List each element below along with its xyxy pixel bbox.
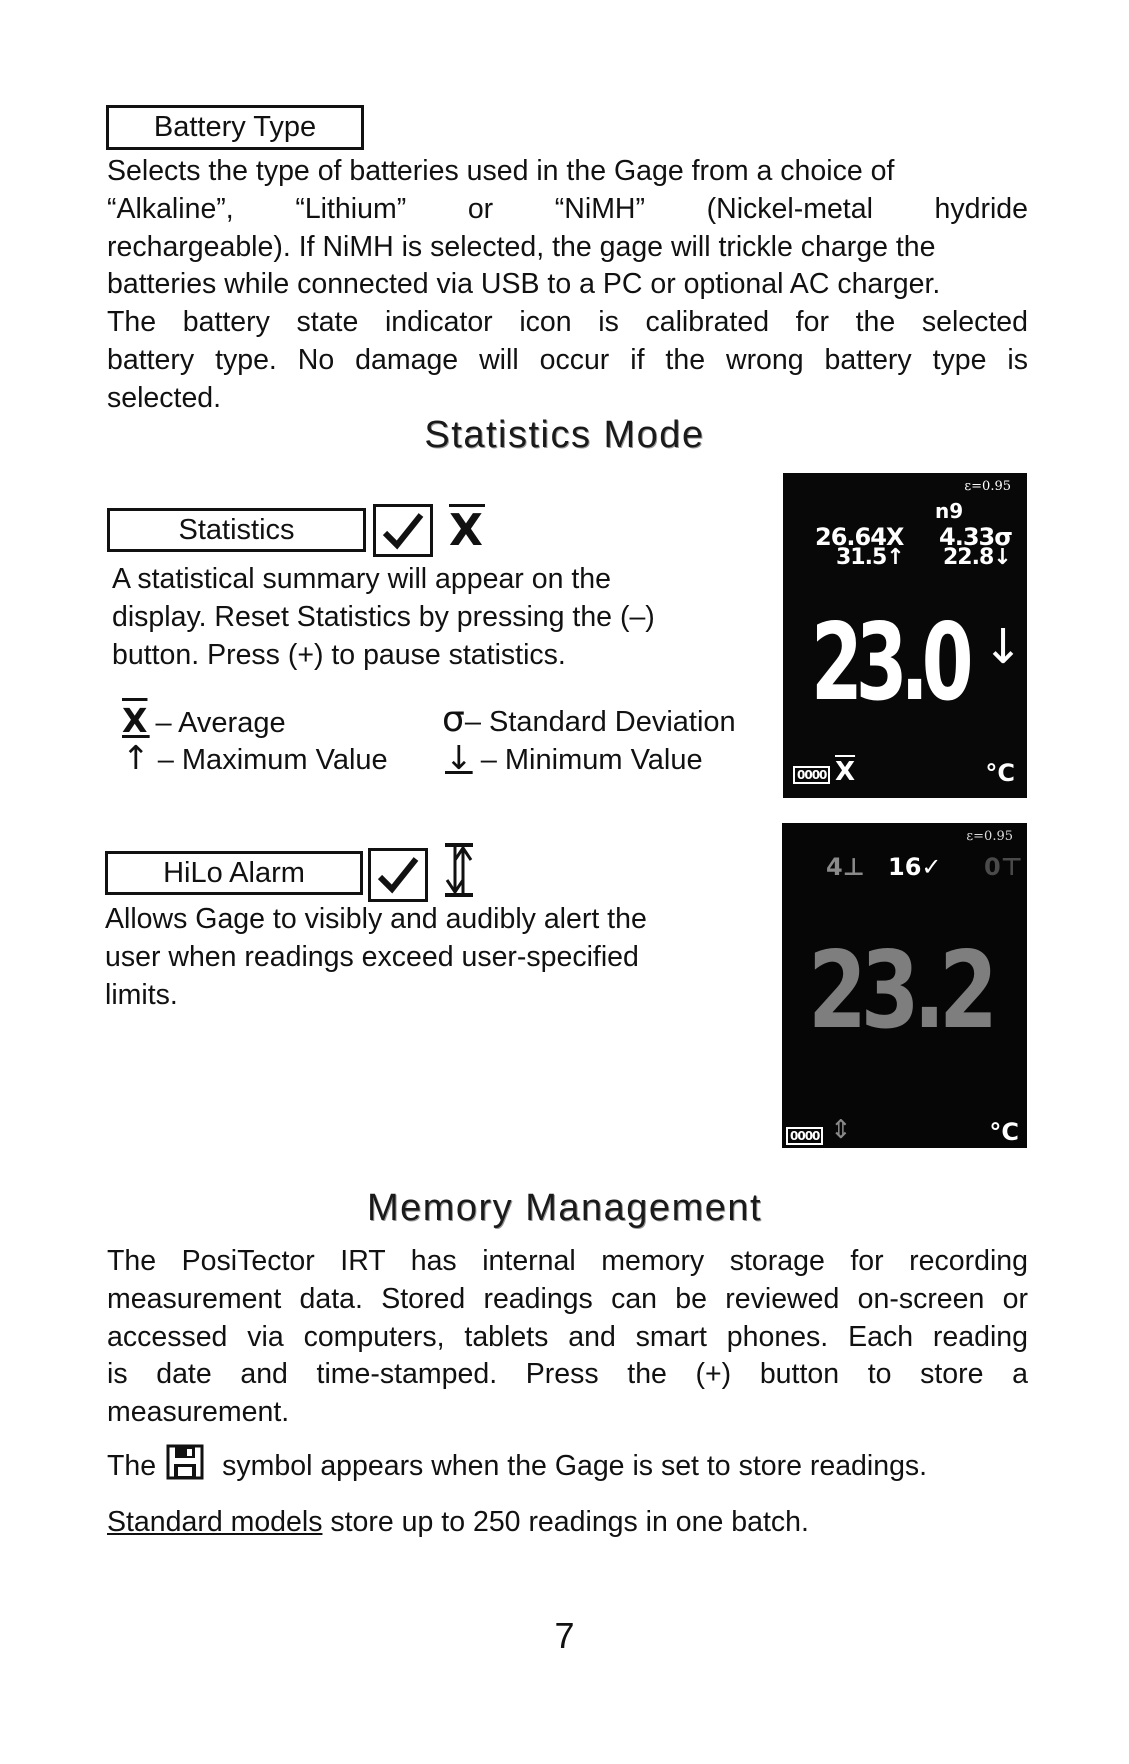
statistics-paragraph xyxy=(112,561,752,674)
hilo-alarm-label xyxy=(105,851,363,895)
statistics-line: button. Press (+) to pause statistics. xyxy=(112,638,566,671)
legend-average xyxy=(122,701,286,740)
hilo-alarm-icon xyxy=(441,842,477,898)
hilo-line: limits. xyxy=(105,978,178,1011)
low-alarm-count: 4⊥ xyxy=(826,853,865,881)
legend-average-text: – Average xyxy=(155,707,286,739)
standard-models-sentence xyxy=(107,1506,809,1539)
memory-symbol-sentence xyxy=(107,1444,927,1488)
average-mean-icon xyxy=(449,504,485,556)
max-arrow-icon: ↑ xyxy=(122,738,150,777)
main-reading: 23.2 xyxy=(808,929,992,1052)
battery-indicator-icon: 0000 xyxy=(786,1127,823,1145)
hilo-mode-icon: ⇕ xyxy=(830,1115,852,1145)
battery-line: rechargeable). If NiMH is selected, the gage will trickle charge the xyxy=(107,230,936,263)
statistics-label-text: Statistics xyxy=(178,513,295,546)
high-alarm-count: 0⊤ xyxy=(984,853,1023,881)
hilo-paragraph xyxy=(105,901,745,1014)
max-readout: 31.5↑ xyxy=(836,545,904,570)
legend-maximum-text: – Maximum Value xyxy=(157,744,388,776)
statistics-mode-heading: Statistics Mode xyxy=(424,414,705,456)
legend-maximum xyxy=(122,738,388,777)
unit-celsius: °C xyxy=(985,759,1015,787)
memory-paragraph xyxy=(107,1243,1028,1432)
hilo-screen-display xyxy=(782,823,1027,1148)
memory-line: measurement data. Stored readings can be reviewed on-screen or xyxy=(107,1282,1028,1315)
main-reading: 23.0 xyxy=(811,601,967,724)
battery-line: battery type. No damage will occur if the wrong battery type is xyxy=(107,343,1028,376)
min-readout: 22.8↓ xyxy=(943,545,1011,570)
average-mean-symbol: X xyxy=(449,505,483,556)
stddev-readout: 4.33σ xyxy=(939,523,1012,551)
sigma-icon: σ xyxy=(442,699,465,740)
hilo-line: user when readings exceed user-specified xyxy=(105,940,639,973)
checkbox-checked-icon xyxy=(373,504,433,557)
battery-line: selected. xyxy=(107,381,222,414)
emissivity-readout: ε=0.95 xyxy=(966,829,1013,844)
min-arrow-icon: ↓ xyxy=(445,738,473,777)
hilo-line: Allows Gage to visibly and audibly alert the xyxy=(105,903,647,935)
standard-models-link[interactable]: Standard models xyxy=(107,1506,323,1538)
statistics-screen-display xyxy=(783,473,1027,798)
battery-type-label xyxy=(106,105,364,150)
sample-count: n9 xyxy=(935,499,964,523)
pass-count: 16✓ xyxy=(888,853,942,881)
memory-management-heading: Memory Management xyxy=(366,1187,763,1229)
statistics-line: display. Reset Statistics by pressing the (–) xyxy=(112,600,655,633)
battery-type-label-text: Battery Type xyxy=(153,111,317,143)
unit-celsius: °C xyxy=(989,1118,1019,1146)
memory-line: accessed via computers, tablets and smart phones. Each reading xyxy=(107,1320,1028,1353)
battery-line: The battery state indicator icon is calibrated for the selected xyxy=(107,306,1028,339)
average-icon: $\overline{X}$ xyxy=(122,701,148,740)
legend-minimum xyxy=(445,738,703,777)
page-number: 7 xyxy=(554,1615,575,1656)
stats-mode-icon: $\overline{X}$ xyxy=(835,757,856,787)
average-readout: 26.64X xyxy=(815,523,904,551)
legend-stddev xyxy=(442,699,736,740)
trend-down-arrow-icon: ↓ xyxy=(983,619,1024,675)
legend-stddev-text: – Standard Deviation xyxy=(464,706,736,738)
memory-line: is date and time-stamped. Press the (+) button to store a xyxy=(107,1358,1028,1391)
statistics-line: A statistical summary will appear on the xyxy=(112,563,611,595)
checkbox-checked-icon xyxy=(368,848,428,902)
battery-indicator-icon: 0000 xyxy=(793,766,830,784)
legend-minimum-text: – Minimum Value xyxy=(480,744,703,776)
standard-models-rest: store up to 250 readings in one batch. xyxy=(322,1506,809,1538)
memory-symbol-post: symbol appears when the Gage is set to store readings. xyxy=(222,1449,928,1482)
emissivity-readout: ε=0.95 xyxy=(964,479,1011,494)
battery-line: “Alkaline”, “Lithium” or “NiMH” (Nickel-metal hydride xyxy=(107,192,1028,225)
memory-line: The PosiTector IRT has internal memory storage for recording xyxy=(107,1245,1028,1277)
statistics-label xyxy=(107,508,366,552)
battery-line: Selects the type of batteries used in the Gage from a choice of xyxy=(107,155,895,187)
memory-line: measurement. xyxy=(107,1396,290,1429)
save-disk-icon xyxy=(166,1444,204,1488)
battery-line: batteries while connected via USB to a PC or optional AC charger. xyxy=(107,268,941,301)
memory-symbol-pre: The xyxy=(107,1449,157,1482)
battery-type-paragraph xyxy=(107,153,1028,418)
hilo-alarm-label-text: HiLo Alarm xyxy=(163,856,305,889)
